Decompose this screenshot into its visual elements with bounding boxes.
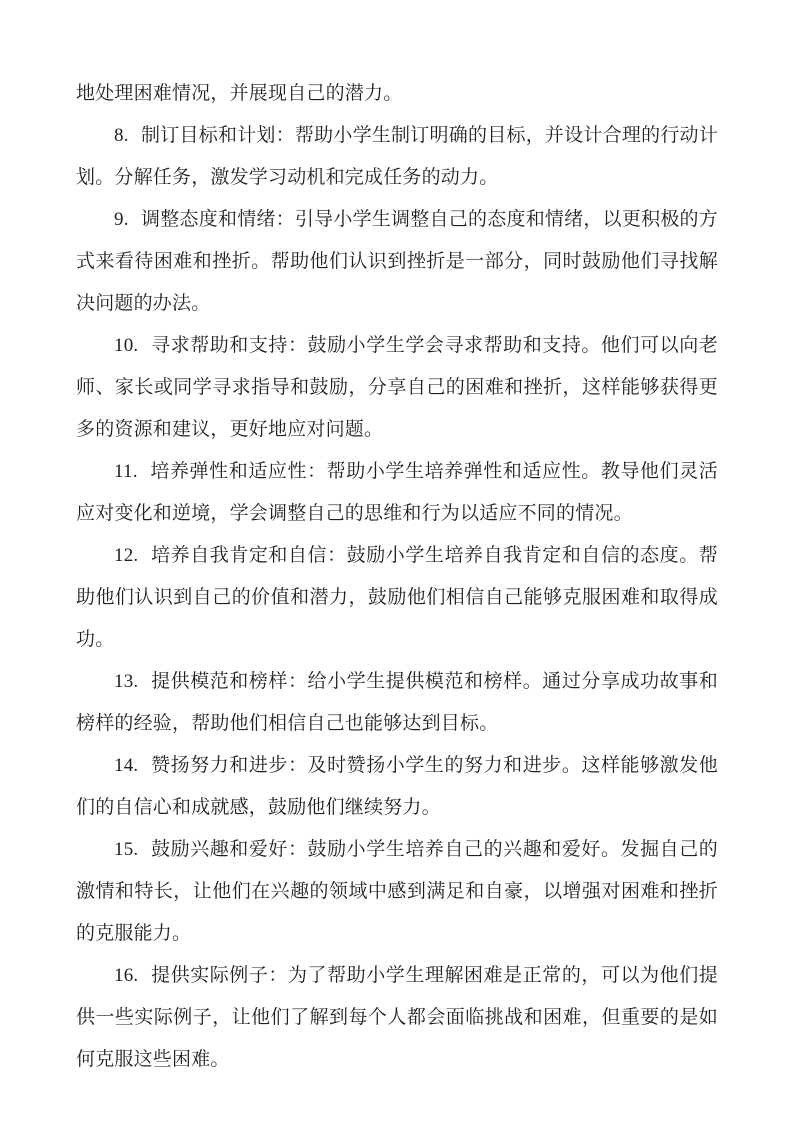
paragraph [76,829,718,955]
paragraph-text: 提供模范和榜样：给小学生提供模范和榜样。通过分享成功故事和榜样的经验，帮助他们相信自己也能够达到目标。 [76,671,718,734]
list-number: 11. [114,461,138,482]
list-number: 8. [114,125,129,146]
paragraph [76,955,718,1081]
paragraph-text: 地处理困难情况，并展现自己的潜力。 [76,83,403,104]
list-number: 10. [114,335,139,356]
list-number: 13. [114,671,139,692]
list-number: 16. [114,965,139,986]
paragraph [76,199,718,325]
paragraph [76,73,718,115]
list-number: 12. [114,545,139,566]
list-number: 15. [114,839,139,860]
paragraph [76,451,718,535]
list-number: 14. [114,755,139,776]
paragraph-text: 赞扬努力和进步：及时赞扬小学生的努力和进步。这样能够激发他们的自信心和成就感，鼓励他们继续努力。 [76,755,718,818]
paragraph [76,745,718,829]
paragraph [76,535,718,661]
list-number: 9. [114,209,129,230]
paragraph [76,661,718,745]
paragraph [76,325,718,451]
paragraph-text: 调整态度和情绪：引导小学生调整自己的态度和情绪，以更积极的方式来看待困难和挫折。帮助他们认识到挫折是一部分，同时鼓励他们寻找解决问题的办法。 [76,209,718,314]
paragraph-text: 培养自我肯定和自信：鼓励小学生培养自我肯定和自信的态度。帮助他们认识到自己的价值和潜力，鼓励他们相信自己能够克服困难和取得成功。 [76,545,718,650]
paragraph-text: 寻求帮助和支持：鼓励小学生学会寻求帮助和支持。他们可以向老师、家长或同学寻求指导和鼓励，分享自己的困难和挫折，这样能够获得更多的资源和建议，更好地应对问题。 [76,335,718,440]
paragraph [76,115,718,199]
paragraph-text: 提供实际例子：为了帮助小学生理解困难是正常的，可以为他们提供一些实际例子，让他们了解到每个人都会面临挑战和困难，但重要的是如何克服这些困难。 [76,965,718,1070]
paragraph-text: 培养弹性和适应性：帮助小学生培养弹性和适应性。教导他们灵活应对变化和逆境，学会调整自己的思维和行为以适应不同的情况。 [76,461,718,524]
paragraph-text: 制订目标和计划：帮助小学生制订明确的目标，并设计合理的行动计划。分解任务，激发学习动机和完成任务的动力。 [76,125,718,188]
paragraph-text: 鼓励兴趣和爱好：鼓励小学生培养自己的兴趣和爱好。发掘自己的激情和特长，让他们在兴趣的领域中感到满足和自豪，以增强对困难和挫折的克服能力。 [76,839,718,944]
